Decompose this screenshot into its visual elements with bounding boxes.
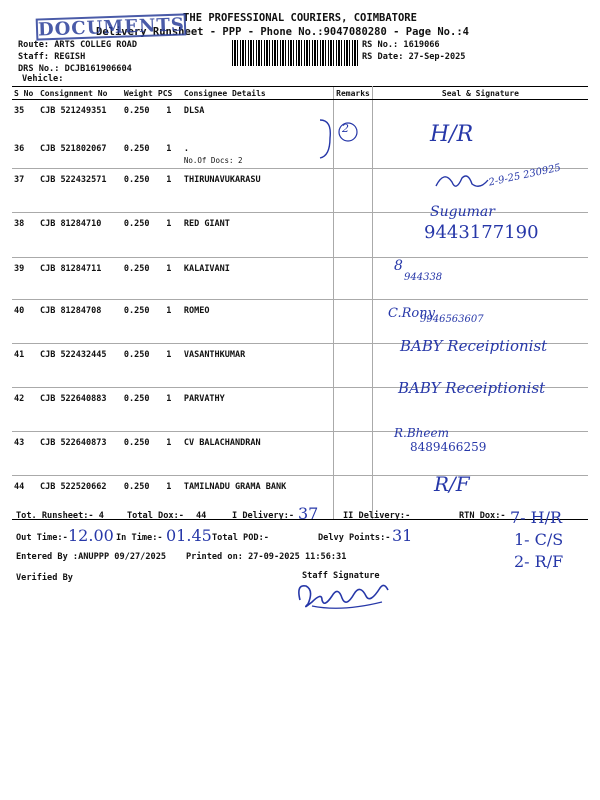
- row-sno: 37: [12, 169, 38, 213]
- signature-39-phone: 944338: [404, 272, 443, 283]
- row-consignee: THIRUNAVUKARASU: [182, 169, 334, 213]
- rf-signature: R/F: [434, 472, 470, 496]
- row-consignment: CJB 522432571: [38, 169, 122, 213]
- delvy-points-value: 31: [392, 526, 413, 545]
- in-time-label: In Time:-: [116, 533, 163, 543]
- signature-43-name: R.Bheem: [394, 426, 449, 440]
- rtn-rf: 2- R/F: [514, 552, 564, 571]
- row-consignee: VASANTHKUMAR: [182, 344, 334, 388]
- verified-by: Verified By: [16, 573, 73, 583]
- printed-on: Printed on: 27-09-2025 11:56:31: [186, 552, 347, 562]
- runsheet-table: [12, 86, 588, 520]
- barcode: [232, 40, 358, 66]
- row-consignee: TAMILNADU GRAMA BANK: [182, 476, 334, 520]
- signature-39: 8: [394, 258, 403, 274]
- row-sno: 39: [12, 258, 38, 300]
- rtn-dox-label: RTN Dox:-: [459, 511, 506, 521]
- row-weight: 0.250: [122, 432, 156, 476]
- row-consignment: CJB 81284708: [38, 300, 122, 344]
- row-weight: 0.250: [122, 213, 156, 258]
- row-pcs: 1: [156, 258, 182, 300]
- row-consignee: KALAIVANI: [182, 258, 334, 300]
- row-sno: 40: [12, 300, 38, 344]
- rtn-hr: 7- H/R: [510, 508, 563, 527]
- i-delivery-label: I Delivery:-: [232, 511, 295, 521]
- table-row: [12, 432, 588, 476]
- delvy-points-label: Delvy Points:-: [318, 533, 391, 543]
- table-row: [12, 138, 588, 169]
- row-consignee: CV BALACHANDRAN: [182, 432, 334, 476]
- row-consignment: CJB 521802067: [38, 138, 122, 169]
- row-consignment: CJB 81284711: [38, 258, 122, 300]
- col-consignee: Consignee Details: [182, 87, 334, 100]
- row-remarks: [334, 388, 373, 432]
- i-delivery-value: 37: [298, 504, 319, 523]
- row-consignment: CJB 81284710: [38, 213, 122, 258]
- row-pcs: 1: [156, 138, 182, 169]
- row-weight: 0.250: [123, 106, 150, 116]
- signature-38-name: Sugumar: [430, 204, 495, 220]
- row-consignee: [182, 138, 334, 169]
- row-pcs: 1: [156, 300, 182, 344]
- hr-signature: H/R: [430, 122, 474, 147]
- row-weight: 0.250: [122, 344, 156, 388]
- row-pcs: 1: [156, 476, 182, 520]
- staff-label: Staff: REGISH: [18, 52, 86, 62]
- row-consignment: CJB 522640883: [38, 388, 122, 432]
- total-dox-label: Total Dox:-: [127, 511, 184, 521]
- signature-40: C.Rony: [388, 306, 435, 321]
- signature-41: BABY Receiptionist: [400, 337, 548, 355]
- tot-runsheet: Tot. Runsheet:- 4: [16, 511, 104, 521]
- row-sno: 44: [12, 476, 38, 520]
- row-pcs: 1: [156, 344, 182, 388]
- docs-count: No.Of Docs: 2: [183, 156, 243, 165]
- row-remarks: [334, 213, 373, 258]
- row-pcs: 1: [156, 213, 182, 258]
- documents-stamp: DOCUMENTS: [36, 13, 187, 40]
- row-consignee: RED GIANT: [182, 213, 334, 258]
- row-consignment: CJB 522432445: [38, 344, 122, 388]
- col-weight: Weight: [122, 87, 156, 100]
- rtn-cs: 1- C/S: [514, 530, 564, 549]
- row-remarks: [334, 258, 373, 300]
- row-pcs: 1: [156, 388, 182, 432]
- row-sno: 36: [12, 138, 38, 169]
- total-dox-value: 44: [196, 511, 207, 521]
- rs-date: RS Date: 27-Sep-2025: [362, 52, 466, 62]
- col-signature: Seal & Signature: [372, 87, 588, 100]
- route-label: Route: ARTS COLLEG ROAD: [18, 40, 137, 50]
- signature-37: 2-9-25 230925: [487, 162, 562, 189]
- ii-delivery-label: II Delivery:-: [343, 511, 411, 521]
- col-sno: S No: [12, 87, 38, 100]
- table-row: [12, 100, 588, 139]
- row-weight: 0.250: [122, 258, 156, 300]
- row-sno: 43: [12, 432, 38, 476]
- col-consignment: Consignment No: [38, 87, 122, 100]
- signature-43-phone: 8489466259: [410, 440, 487, 454]
- row-remarks: [334, 432, 373, 476]
- row-weight: 0.250: [122, 138, 156, 169]
- staff-signature: [292, 578, 396, 614]
- consignee-name: .: [183, 144, 189, 154]
- rs-number: RS No.: 1619066: [362, 40, 440, 50]
- row-pcs: 1: [166, 106, 172, 116]
- drs-number: DRS No.: DCJB161906604: [18, 64, 132, 74]
- staff-signature-label: Staff Signature: [302, 571, 380, 581]
- signature-40-phone: 9946563607: [420, 314, 484, 325]
- row-consignee: DLSA: [183, 106, 205, 116]
- document-title: THE PROFESSIONAL COURIERS, COIMBATORE: [183, 12, 417, 24]
- total-pod-label: Total POD:-: [212, 533, 269, 543]
- signature-42: BABY Receiptionist: [398, 379, 546, 397]
- row-weight: 0.250: [122, 388, 156, 432]
- row-weight: 0.250: [122, 169, 156, 213]
- table-header: [12, 87, 588, 100]
- row-remarks: [334, 300, 373, 344]
- row-consignment: CJB 521249351: [39, 106, 107, 116]
- signature-37-scribble: [432, 168, 492, 196]
- row-sno: 41: [12, 344, 38, 388]
- row-remarks: [334, 344, 373, 388]
- row-pcs: 1: [156, 169, 182, 213]
- row-weight: 0.250: [122, 300, 156, 344]
- col-pcs: PCS: [156, 87, 182, 100]
- signature-38-phone: 9443177190: [424, 222, 539, 243]
- row-consignee: PARVATHY: [182, 388, 334, 432]
- row-weight: 0.250: [122, 476, 156, 520]
- row-consignment: CJB 522640873: [38, 432, 122, 476]
- runsheet-subtitle: Delivery Runsheet - PPP - Phone No.:9047080280 - Page No.:4: [96, 26, 469, 38]
- row-pcs: 1: [156, 432, 182, 476]
- row-consignment: CJB 522520662: [38, 476, 122, 520]
- table-row: [12, 258, 588, 300]
- vehicle-label: Vehicle:: [22, 74, 64, 84]
- in-time-value: 01.45: [166, 526, 212, 545]
- entered-by: Entered By :ANUPPP 09/27/2025: [16, 552, 167, 562]
- row-consignee: ROMEO: [182, 300, 334, 344]
- row-signature: [372, 100, 588, 139]
- row-remarks: [334, 169, 373, 213]
- remark-mark: 2: [342, 122, 349, 135]
- col-remarks: Remarks: [334, 87, 373, 100]
- out-time-label: Out Time:-: [16, 533, 68, 543]
- out-time-value: 12.00: [68, 526, 114, 545]
- row-sno: 42: [12, 388, 38, 432]
- row-sno: 38: [12, 213, 38, 258]
- row-sno: 35: [14, 106, 25, 116]
